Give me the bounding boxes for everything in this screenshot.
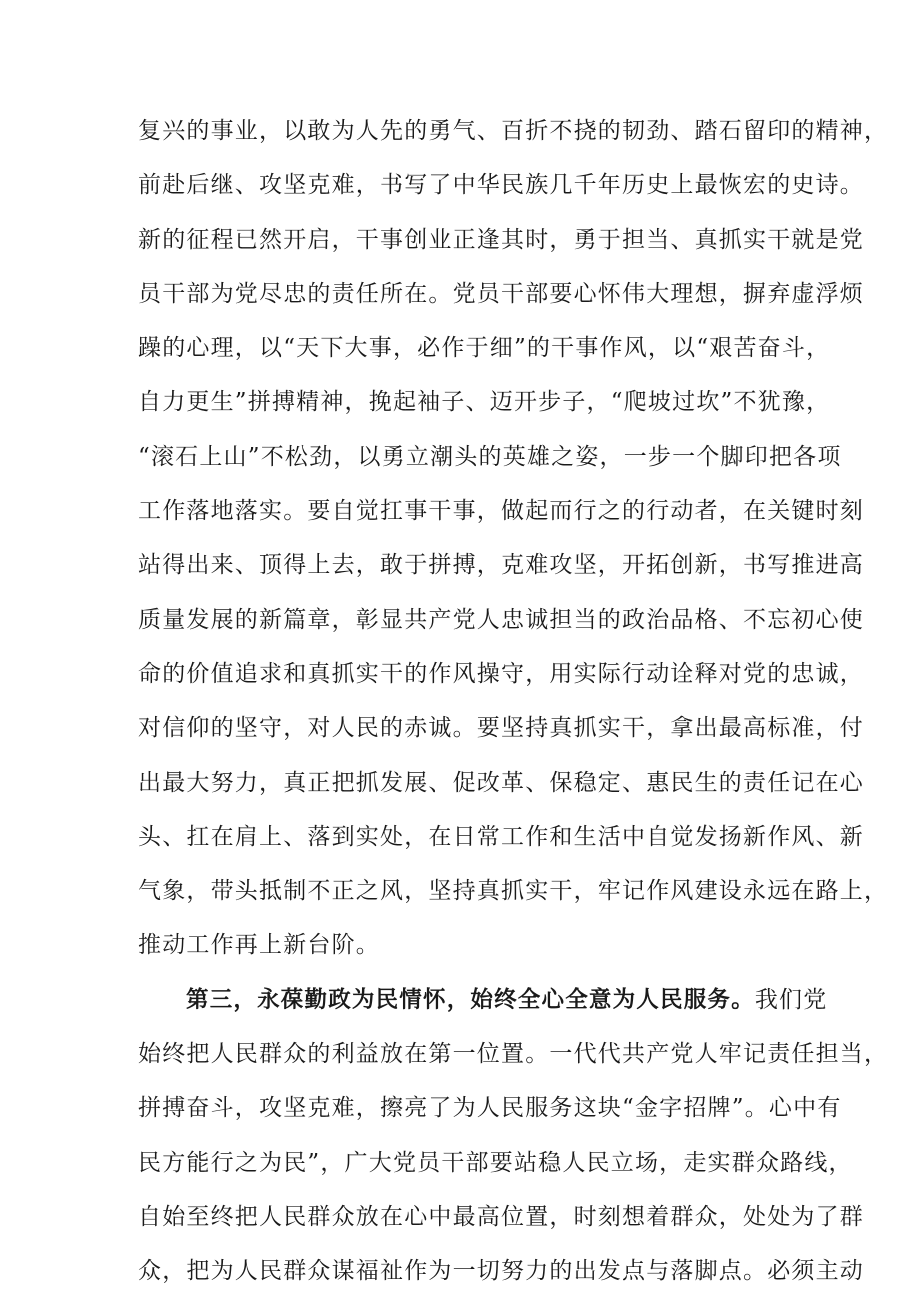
- paragraph-1-line-6: 自力更生”拼搏精神，挽起袖子、迈开步子，“爬坡过坎”不犹豫，: [138, 389, 831, 416]
- paragraph-1-line-15: 气象，带头抵制不正之风，坚持真抓实干，牢记作风建设永远在路上，: [138, 878, 889, 905]
- paragraph-1-line-11: 命的价值追求和真抓实干的作风操守，用实际行动诠释对党的忠诚，: [138, 660, 864, 687]
- paragraph-1-line-4: 员干部为党尽忠的责任所在。党员干部要心怀伟大理想，摒弃虚浮烦: [138, 280, 864, 307]
- paragraph-1-line-9: 站得出来、顶得上去，敢于拼搏，克难攻坚，开拓创新，书写推进高: [138, 552, 864, 579]
- body-text: [138, 104, 889, 1299]
- paragraph-2-line-3: 拼搏奋斗，攻坚克难，擦亮了为人民服务这块“金字招牌”。心中有: [138, 1095, 842, 1122]
- section-heading: 第三，永葆勤政为民情怀，始终全心全意为人民服务。: [186, 986, 755, 1013]
- paragraph-1-line-5: 躁的心理，以“天下大事，必作于细”的干事作风，以“艰苦奋斗，: [138, 335, 831, 362]
- paragraph-1-line-8: 工作落地落实。要自觉扛事干事，做起而行之的行动者，在关键时刻: [138, 498, 864, 525]
- paragraph-1-line-13: 出最大努力，真正把抓发展、促改革、保稳定、惠民生的责任记在心: [138, 769, 864, 796]
- paragraph-1-line-12: 对信仰的坚守，对人民的赤诚。要坚持真抓实干，拿出最高标准，付: [138, 715, 864, 742]
- paragraph-2-line-2: 始终把人民群众的利益放在第一位置。一代代共产党人牢记责任担当，: [138, 1041, 889, 1068]
- paragraph-1-line-14: 头、扛在肩上、落到实处，在日常工作和生活中自觉发扬新作风、新: [138, 823, 864, 850]
- paragraph-1-line-7: “滚石上山”不松劲，以勇立潮头的英雄之姿，一步一个脚印把各项: [138, 443, 842, 470]
- paragraph-1-line-1: 复兴的事业，以敢为人先的勇气、百折不挠的韧劲、踏石留印的精神，: [138, 118, 889, 144]
- paragraph-1-line-16: 推动工作再上新台阶。: [138, 932, 380, 959]
- paragraph-1-line-2: 前赴后继、攻坚克难，书写了中华民族几千年历史上最恢宏的史诗。: [138, 172, 864, 199]
- paragraph-2-line-4: 民方能行之为民”，广大党员干部要站稳人民立场，走实群众路线，: [138, 1149, 853, 1176]
- paragraph-2-line-1-rest: 我们党: [754, 986, 828, 1013]
- paragraph-1-line-3: 新的征程已然开启，干事创业正逢其时，勇于担当、真抓实干就是党: [138, 226, 864, 253]
- paragraph-2-line-1: [138, 973, 828, 1027]
- paragraph-1-line-10: 质量发展的新篇章，彰显共产党人忠诚担当的政治品格、不忘初心使: [138, 606, 864, 633]
- paragraph-2-line-6: 众，把为人民群众谋福祉作为一切努力的出发点与落脚点。必须主动: [138, 1258, 864, 1285]
- paragraph-2-line-5: 自始至终把人民群众放在心中最高位置，时刻想着群众，处处为了群: [138, 1203, 864, 1230]
